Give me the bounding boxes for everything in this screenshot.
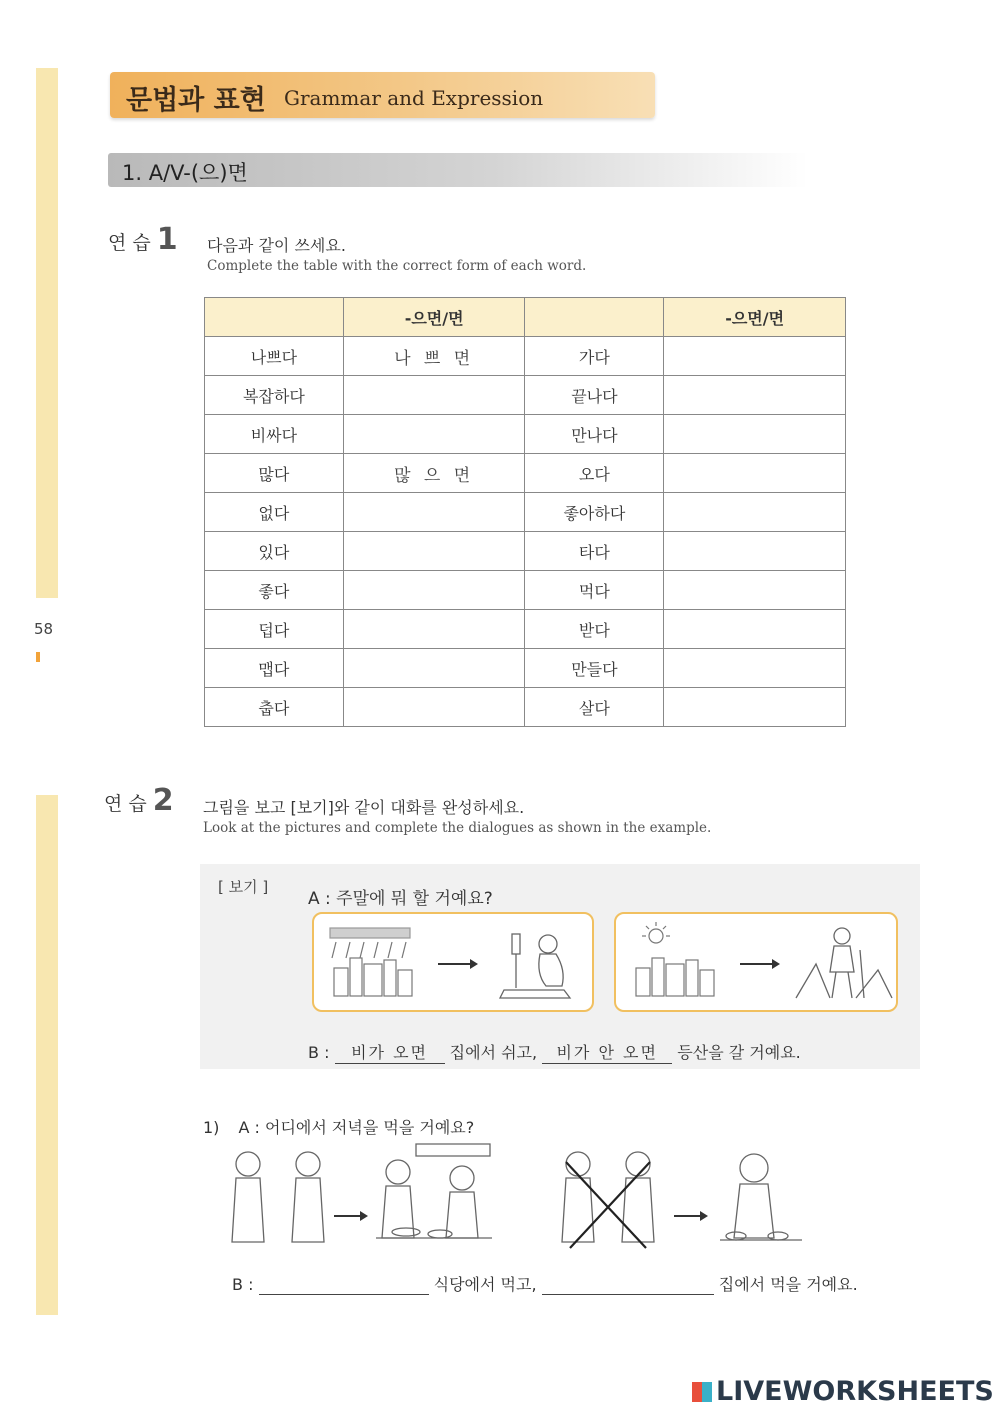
rain-to-rest-illustration bbox=[314, 914, 592, 1010]
example-middle-text: 집에서 쉬고, bbox=[449, 1043, 538, 1062]
example-tag: [ 보기 ] bbox=[218, 878, 269, 896]
word-cell: 나쁘다 bbox=[205, 337, 344, 376]
exercise1-instruction-ko: 다음과 같이 쓰세요. bbox=[207, 236, 346, 255]
liveworksheets-mark-icon bbox=[692, 1382, 712, 1402]
question1-answer2-blank[interactable] bbox=[542, 1276, 714, 1295]
exercise1-number: 1 bbox=[156, 222, 178, 257]
answer-cell[interactable] bbox=[343, 493, 525, 532]
section-banner bbox=[110, 72, 655, 118]
page-marker bbox=[36, 652, 40, 662]
example-answer1: 비가 오면 bbox=[335, 1040, 445, 1064]
word-cell: 오다 bbox=[525, 454, 664, 493]
answer-cell[interactable] bbox=[664, 688, 846, 727]
table-header-row bbox=[205, 298, 846, 337]
exercise2-label-text: 연 습 bbox=[104, 793, 147, 815]
exercise2-number: 2 bbox=[152, 783, 174, 818]
example-suffix-text: 등산을 갈 거예요. bbox=[677, 1043, 801, 1062]
table-row bbox=[205, 688, 846, 727]
word-cell: 만나다 bbox=[525, 415, 664, 454]
sun-to-hiking-illustration bbox=[616, 914, 896, 1010]
table-row bbox=[205, 493, 846, 532]
answer-cell[interactable] bbox=[664, 571, 846, 610]
side-strip-bottom bbox=[36, 795, 58, 1315]
banner-title-ko: 문법과 표현 bbox=[126, 85, 266, 116]
exercise1-label bbox=[108, 222, 178, 257]
table-row bbox=[205, 337, 846, 376]
word-cell: 먹다 bbox=[525, 571, 664, 610]
answer-cell[interactable] bbox=[664, 337, 846, 376]
answer-cell[interactable] bbox=[664, 649, 846, 688]
table-header-empty bbox=[525, 298, 664, 337]
answer-cell[interactable] bbox=[664, 454, 846, 493]
table-row bbox=[205, 454, 846, 493]
table-row bbox=[205, 610, 846, 649]
answer-cell[interactable] bbox=[664, 532, 846, 571]
exercise2-label bbox=[104, 783, 174, 818]
word-cell: 비싸다 bbox=[205, 415, 344, 454]
word-cell: 받다 bbox=[525, 610, 664, 649]
grammar-point-bar bbox=[108, 153, 808, 187]
word-cell: 가다 bbox=[525, 337, 664, 376]
exercise1-instruction-en: Complete the table with the correct form of each word. bbox=[207, 258, 587, 274]
liveworksheets-brand: LIVEWORKSHEETS bbox=[716, 1376, 994, 1407]
liveworksheets-logo bbox=[692, 1376, 994, 1407]
question1-number: 1) bbox=[203, 1118, 220, 1137]
word-cell: 없다 bbox=[205, 493, 344, 532]
answer-cell[interactable]: 나 쁘 면 bbox=[343, 337, 525, 376]
example-box bbox=[200, 864, 920, 1069]
answer-cell[interactable] bbox=[343, 688, 525, 727]
question1-middle-text: 식당에서 먹고, bbox=[433, 1275, 537, 1294]
table-header-ending: -으면/면 bbox=[664, 298, 846, 337]
exercise2-instruction-en: Look at the pictures and complete the dialogues as shown in the example. bbox=[203, 820, 712, 836]
answer-cell[interactable] bbox=[343, 532, 525, 571]
example-answer-line bbox=[308, 1040, 801, 1064]
question1 bbox=[203, 1115, 474, 1138]
exercise1-label-text: 연 습 bbox=[108, 232, 151, 254]
answer-cell[interactable] bbox=[664, 493, 846, 532]
word-cell: 있다 bbox=[205, 532, 344, 571]
word-cell: 타다 bbox=[525, 532, 664, 571]
answer-cell[interactable] bbox=[343, 415, 525, 454]
table-header-ending: -으면/면 bbox=[343, 298, 525, 337]
question1-b-prefix: B : bbox=[232, 1275, 254, 1294]
table-row bbox=[205, 376, 846, 415]
word-cell: 많다 bbox=[205, 454, 344, 493]
grammar-point-title: 1. A/V-(으)면 bbox=[122, 161, 248, 185]
question1-answer-line bbox=[232, 1272, 858, 1295]
word-cell: 만들다 bbox=[525, 649, 664, 688]
word-cell: 좋아하다 bbox=[525, 493, 664, 532]
table-row bbox=[205, 649, 846, 688]
example-picture-rain bbox=[312, 912, 594, 1012]
word-cell: 좋다 bbox=[205, 571, 344, 610]
exercise2-instruction-ko: 그림을 보고 [보기]와 같이 대화를 완성하세요. bbox=[203, 798, 525, 817]
table-header-empty bbox=[205, 298, 344, 337]
page-number: 58 bbox=[34, 620, 54, 638]
side-strip-top bbox=[36, 68, 58, 598]
answer-cell[interactable] bbox=[664, 415, 846, 454]
example-answer2: 비가 안 오면 bbox=[542, 1040, 672, 1064]
banner-title-en: Grammar and Expression bbox=[284, 86, 544, 110]
word-cell: 살다 bbox=[525, 688, 664, 727]
word-cell: 끝나다 bbox=[525, 376, 664, 415]
answer-cell[interactable]: 많 으 면 bbox=[343, 454, 525, 493]
question1-answer1-blank[interactable] bbox=[259, 1276, 429, 1295]
word-cell: 맵다 bbox=[205, 649, 344, 688]
answer-cell[interactable] bbox=[343, 376, 525, 415]
word-cell: 복잡하다 bbox=[205, 376, 344, 415]
word-cell: 춥다 bbox=[205, 688, 344, 727]
example-picture-sun bbox=[614, 912, 898, 1012]
answer-cell[interactable] bbox=[343, 571, 525, 610]
question1-suffix-text: 집에서 먹을 거예요. bbox=[718, 1275, 858, 1294]
table-row bbox=[205, 415, 846, 454]
word-cell: 덥다 bbox=[205, 610, 344, 649]
question1-illustration bbox=[226, 1142, 816, 1262]
example-question: A : 주말에 뭐 할 거예요? bbox=[308, 889, 493, 909]
answer-cell[interactable] bbox=[343, 649, 525, 688]
example-b-prefix: B : bbox=[308, 1043, 330, 1062]
answer-cell[interactable] bbox=[343, 610, 525, 649]
answer-cell[interactable] bbox=[664, 376, 846, 415]
table-row bbox=[205, 571, 846, 610]
conjugation-table bbox=[204, 297, 846, 727]
table-row bbox=[205, 532, 846, 571]
answer-cell[interactable] bbox=[664, 610, 846, 649]
question1-text: A : 어디에서 저녁을 먹을 거예요? bbox=[238, 1118, 475, 1137]
